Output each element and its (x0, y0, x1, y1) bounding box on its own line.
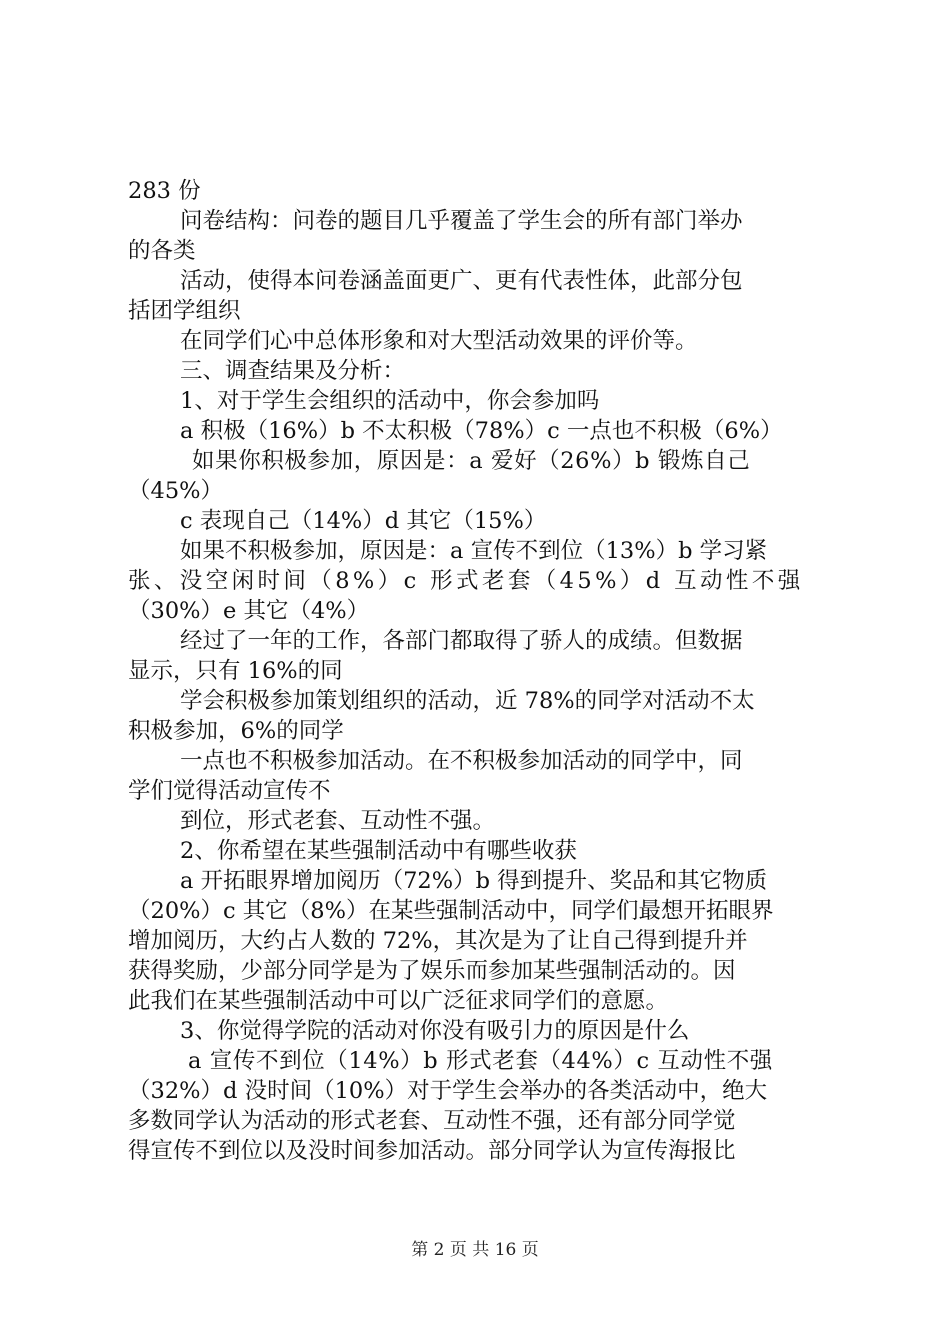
question-heading: 1、对于学生会组织的活动中，你会参加吗 (180, 388, 600, 414)
text-line: a 积极（16%）b 不太积极（78%）c 一点也不积极（6%） (180, 418, 783, 444)
question-heading: 3、你觉得学院的活动对你没有吸引力的原因是什么 (180, 1018, 690, 1044)
text-line: 增加阅历，大约占人数的 72%，其次是为了让自己得到提升并 (128, 928, 748, 954)
text-line: 的各类 (128, 238, 196, 264)
text-line: 得宣传不到位以及没时间参加活动。部分同学认为宣传海报比 (128, 1138, 736, 1164)
document-body (128, 176, 832, 1166)
text-line: （20%）c 其它（8%）在某些强制活动中，同学们最想开拓眼界 (128, 898, 774, 924)
text-line: a 开拓眼界增加阅历（72%）b 得到提升、奖品和其它物质 (180, 868, 768, 894)
text-line: 张、没空闲时间（8%）c 形式老套（45%）d 互动性不强 (128, 568, 804, 594)
text-line: 如果不积极参加，原因是：a 宣传不到位（13%）b 学习紧 (180, 538, 768, 564)
text-line: 积极参加，6%的同学 (128, 718, 344, 744)
text-line: 显示，只有 16%的同 (128, 658, 343, 684)
text-line: 多数同学认为活动的形式老套、互动性不强，还有部分同学觉 (128, 1108, 736, 1134)
text-line: 学会积极参加策划组织的活动，近 78%的同学对活动不太 (180, 688, 755, 714)
text-line: 此我们在某些强制活动中可以广泛征求同学们的意愿。 (128, 988, 669, 1014)
text-line: （30%）e 其它（4%） (128, 598, 370, 624)
text-line: 问卷结构：问卷的题目几乎覆盖了学生会的所有部门举办 (180, 208, 743, 234)
section-heading: 三、调查结果及分析： (180, 358, 406, 384)
text-line: 学们觉得活动宣传不 (128, 778, 331, 804)
page-footer: 第 2 页 共 16 页 (411, 1240, 539, 1260)
text-line: 一点也不积极参加活动。在不积极参加活动的同学中，同 (180, 748, 743, 774)
text-line: a 宣传不到位（14%）b 形式老套（44%）c 互动性不强 (188, 1048, 773, 1074)
text-line: （32%）d 没时间（10%）对于学生会举办的各类活动中，绝大 (128, 1078, 768, 1104)
text-line: （45%） (128, 478, 224, 504)
text-line: 283 份 (128, 178, 201, 204)
text-line: 在同学们心中总体形象和对大型活动效果的评价等。 (180, 328, 698, 354)
text-line: 经过了一年的工作，各部门都取得了骄人的成绩。但数据 (180, 628, 743, 654)
text-line: 活动，使得本问卷涵盖面更广、更有代表性体，此部分包 (180, 268, 743, 294)
text-line: 括团学组织 (128, 298, 241, 324)
text-line: 获得奖励，少部分同学是为了娱乐而参加某些强制活动的。因 (128, 958, 736, 984)
text-line: 如果你积极参加，原因是：a 爱好（26%）b 锻炼自己 (192, 448, 751, 474)
question-heading: 2、你希望在某些强制活动中有哪些收获 (180, 838, 577, 864)
text-line: c 表现自己（14%）d 其它（15%） (180, 508, 547, 534)
text-line: 到位，形式老套、互动性不强。 (180, 808, 496, 834)
